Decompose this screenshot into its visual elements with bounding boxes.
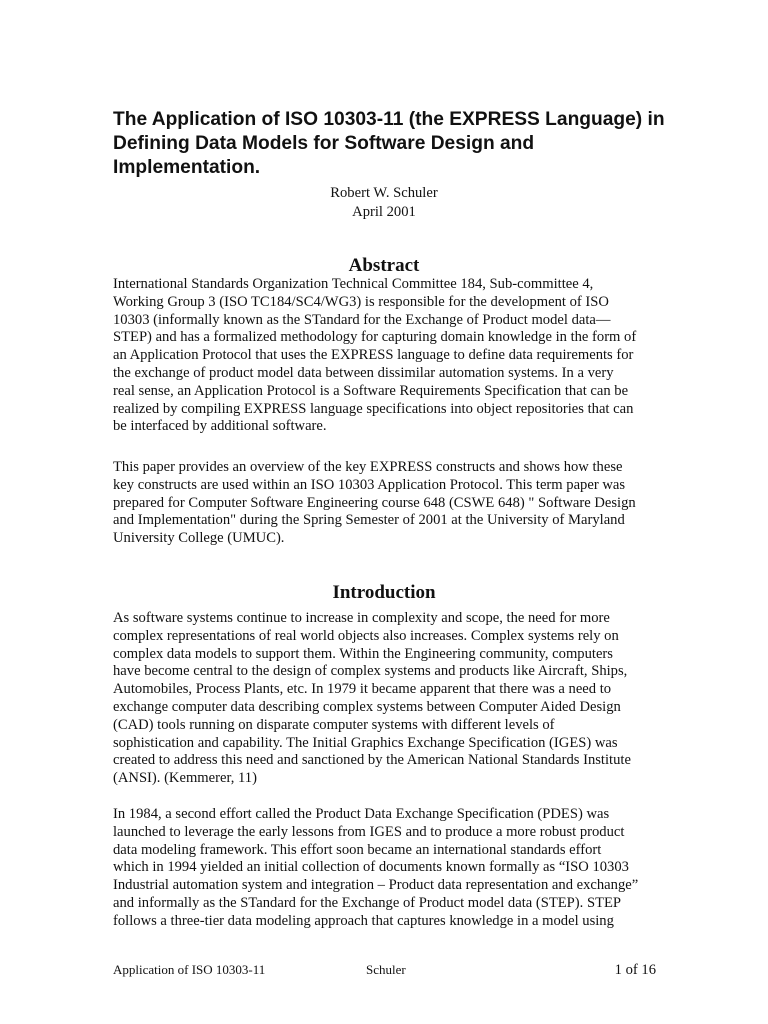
page-footer (0, 962, 768, 982)
introduction-paragraph-2 (113, 806, 661, 931)
text-line: 10303 (informally known as the STandard for the Exchange of Product model data— (113, 311, 611, 328)
abstract-heading: Abstract (348, 255, 420, 276)
text-line: Working Group 3 (ISO TC184/SC4/WG3) is responsible for the development of ISO (113, 293, 609, 310)
footer-running-title: Application of ISO 10303-11 (113, 962, 266, 977)
text-line: follows a three-tier data modeling approach that captures knowledge in a model using (113, 912, 614, 929)
text-line: In 1984, a second effort called the Product Data Exchange Specification (PDES) was (113, 806, 610, 822)
text-line: be interfaced by additional software. (113, 418, 327, 435)
text-line: Industrial automation system and integration – Product data representation and exchange” (113, 877, 639, 894)
text-line: the exchange of product model data between dissimilar automation systems. In a very (113, 364, 614, 381)
text-line: realized by compiling EXPRESS language specifications into object repositories that can (113, 400, 634, 417)
text-line: (ANSI). (Kemmerer, 11) (113, 770, 257, 787)
abstract-paragraph-2 (113, 459, 661, 548)
page-number: 1 of 16 (614, 962, 656, 978)
text-line: real sense, an Application Protocol is a Software Requirements Specification that can be (113, 382, 629, 399)
text-line: complex data models to support them. Within the Engineering community, computers (113, 645, 613, 662)
text-line: STEP) and has a formalized methodology for capturing domain knowledge in the form of (113, 329, 637, 346)
text-line: As software systems continue to increase in complexity and scope, the need for more (113, 610, 610, 626)
text-line: have become central to the design of complex systems and products like Aircraft, Ships, (113, 663, 628, 680)
text-line: University College (UMUC). (113, 530, 285, 547)
text-line: complex representations of real world objects also increases. Complex systems rely on (113, 627, 619, 644)
text-line: This paper provides an overview of the key EXPRESS constructs and shows how these (113, 459, 623, 475)
text-line: created to address this need and sanctioned by the American National Standards Institute (113, 752, 631, 769)
footer-author: Schuler (366, 962, 406, 977)
text-line: and Implementation" during the Spring Semester of 2001 at the University of Maryland (113, 512, 625, 529)
author-name: Robert W. Schuler (330, 185, 438, 201)
text-line: prepared for Computer Software Engineering course 648 (CSWE 648) " Software Design (113, 494, 636, 511)
introduction-heading: Introduction (332, 582, 436, 603)
abstract-paragraph-1 (113, 276, 661, 436)
text-line: launched to leverage the early lessons from IGES and to produce a more robust product (113, 823, 625, 840)
text-line: an Application Protocol that uses the EXPRESS language to define data requirements for (113, 347, 634, 364)
text-line: data modeling framework. This effort soon became an international standards effort (113, 841, 602, 858)
text-line: sophistication and capability. The Initial Graphics Exchange Specification (IGES) was (113, 734, 618, 751)
document-title: The Application of ISO 10303-11 (the EXPRESS Language) in Defining Data Models for Software Design and Implementation. (113, 109, 665, 178)
text-line: exchange computer data describing complex systems between Computer Aided Design (113, 698, 621, 715)
text-line: Automobiles, Process Plants, etc. In 1979 it became apparent that there was a need to (113, 681, 612, 698)
text-line: International Standards Organization Technical Committee 184, Sub-committee 4, (113, 276, 594, 292)
introduction-paragraph-1 (113, 610, 661, 788)
text-line: and informally as the STandard for the Exchange of Product model data (STEP). STEP (113, 894, 622, 911)
text-line: (CAD) tools running on disparate computer systems with different levels of (113, 716, 555, 733)
text-line: which in 1994 yielded an initial collection of documents known formally as “ISO 10303 (113, 859, 629, 876)
text-line: key constructs are used within an ISO 10303 Application Protocol. This term paper was (113, 476, 626, 493)
publication-date: April 2001 (352, 204, 416, 220)
